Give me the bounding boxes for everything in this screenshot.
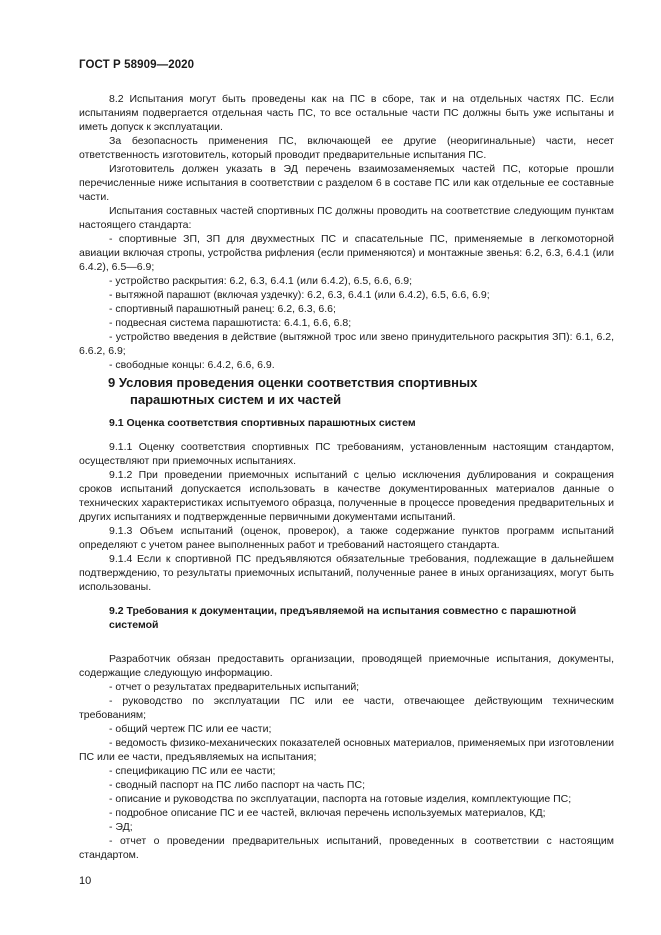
clause-8-2-block bbox=[79, 92, 614, 372]
section-9-body bbox=[79, 416, 614, 862]
clause-9-1-2: 9.1.2 При проведении приемочных испытаний с целью исключения дублирования и сокращения сроков испытаний допускается использовать в качестве документированных материалов данные о технических характеристиках испытуемого образца, полученные в процессе проведения предварительных и других испытаниях и подтвержденные первичными документами испытаний. bbox=[79, 469, 614, 523]
list-item: - подробное описание ПС и ее частей, включая перечень используемых материалов, КД; bbox=[109, 807, 546, 819]
paragraph-safety: За безопасность применения ПС, включающей ее другие (неоригинальные) части, несет ответственность изготовитель, который проводит предварительные испытания ПС. bbox=[79, 135, 614, 161]
list-item: - спортивные ЗП, ЗП для двухместных ПС и спасательные ПС, применяемые в легкомоторной авиации включая стропы, устройства рифления (если применяются) и монтажные звенья: 6.2, 6.3, 6.4.1 (или 6.4.2), 6.5—6.9; bbox=[79, 233, 614, 273]
list-item: - устройство раскрытия: 6.2, 6.3, 6.4.1 (или 6.4.2), 6.5, 6.6, 6.9; bbox=[109, 275, 412, 287]
list-item: - сводный паспорт на ПС либо паспорт на часть ПС; bbox=[109, 779, 365, 791]
section-9-heading-line2: парашютных систем и их частей bbox=[130, 392, 342, 407]
list-item: - отчет о проведении предварительных испытаний, проведенных в соответствии с настоящим стандартом. bbox=[79, 835, 614, 861]
paragraph-component-tests: Испытания составных частей спортивных ПС должны проводить на соответствие следующим пунктам настоящего стандарта: bbox=[79, 205, 614, 231]
list-item: - устройство введения в действие (вытяжной трос или звено принудительного раскрытия ЗП): 6.1, 6.2, 6.6.2, 6.9; bbox=[79, 331, 614, 357]
section-9-heading bbox=[108, 374, 588, 408]
list-item: - подвесная система парашютиста: 6.4.1, 6.6, 6.8; bbox=[109, 317, 352, 329]
list-item: - вытяжной парашют (включая уздечку): 6.2, 6.3, 6.4.1 (или 6.4.2), 6.5, 6.6, 6.9; bbox=[109, 289, 490, 301]
clause-9-1-4: 9.1.4 Если к спортивной ПС предъявляются обязательные требования, подлежащие в дальнейшем подтверждению, то результаты приемочных испытаний, полученные ранее в иных организациях, могут быть использованы. bbox=[79, 553, 614, 593]
subsection-9-1-heading: 9.1 Оценка соответствия спортивных парашютных систем bbox=[109, 417, 416, 429]
clause-9-1-3: 9.1.3 Объем испытаний (оценок, проверок), а также содержание пунктов программ испытаний определяют с учетом ранее выполненных работ и требований настоящего стандарта. bbox=[79, 525, 614, 551]
list-item: - описание и руководства по эксплуатации, паспорта на готовые изделия, комплектующие ПС; bbox=[109, 793, 572, 805]
clause-9-1-1: 9.1.1 Оценку соответствия спортивных ПС требованиям, установленным настоящим стандартом, осуществляют при приемочных испытаниях. bbox=[79, 441, 614, 467]
paragraph-interchangeable: Изготовитель должен указать в ЭД перечень взаимозаменяемых частей ПС, которые прошли перечисленные ниже испытания в соответствии с разделом 6 в составе ПС или как отдельные ее составные части. bbox=[79, 163, 614, 203]
list-item: - ведомость физико-механических показателей основных материалов, применяемых при изготовлении ПС или ее части, предъявляемых на испытания; bbox=[79, 737, 614, 763]
list-item: - общий чертеж ПС или ее части; bbox=[109, 723, 272, 735]
subsection-9-2-heading-line2: системой bbox=[109, 619, 159, 631]
list-item: - свободные концы: 6.4.2, 6.6, 6.9. bbox=[109, 359, 275, 371]
list-item: - отчет о результатах предварительных испытаний; bbox=[109, 681, 360, 693]
list-item: - спортивный парашютный ранец: 6.2, 6.3, 6.6; bbox=[109, 303, 336, 315]
list-item: - ЭД; bbox=[109, 821, 133, 833]
section-9-heading-line1: 9 Условия проведения оценки соответствия спортивных bbox=[108, 375, 478, 390]
document-header: ГОСТ Р 58909—2020 bbox=[79, 59, 195, 71]
subsection-9-2-heading-line1: 9.2 Требования к документации, предъявляемой на испытания совместно с парашютной bbox=[109, 605, 577, 617]
list-item: - руководство по эксплуатации ПС или ее части, отвечающее действующим техническим требованиям; bbox=[79, 695, 614, 721]
page-number: 10 bbox=[79, 875, 92, 887]
paragraph-8-2: 8.2 Испытания могут быть проведены как на ПС в сборе, так и на отдельных частях ПС. Если испытаниям подвергается отдельная часть ПС, то все остальные части ПС должны быть уже испытаны и иметь допуск к эксплуатации. bbox=[79, 93, 614, 133]
list-item: - спецификацию ПС или ее части; bbox=[109, 765, 276, 777]
paragraph-developer-obligation: Разработчик обязан предоставить организации, проводящей приемочные испытания, документы, содержащие следующую информацию. bbox=[79, 653, 614, 679]
